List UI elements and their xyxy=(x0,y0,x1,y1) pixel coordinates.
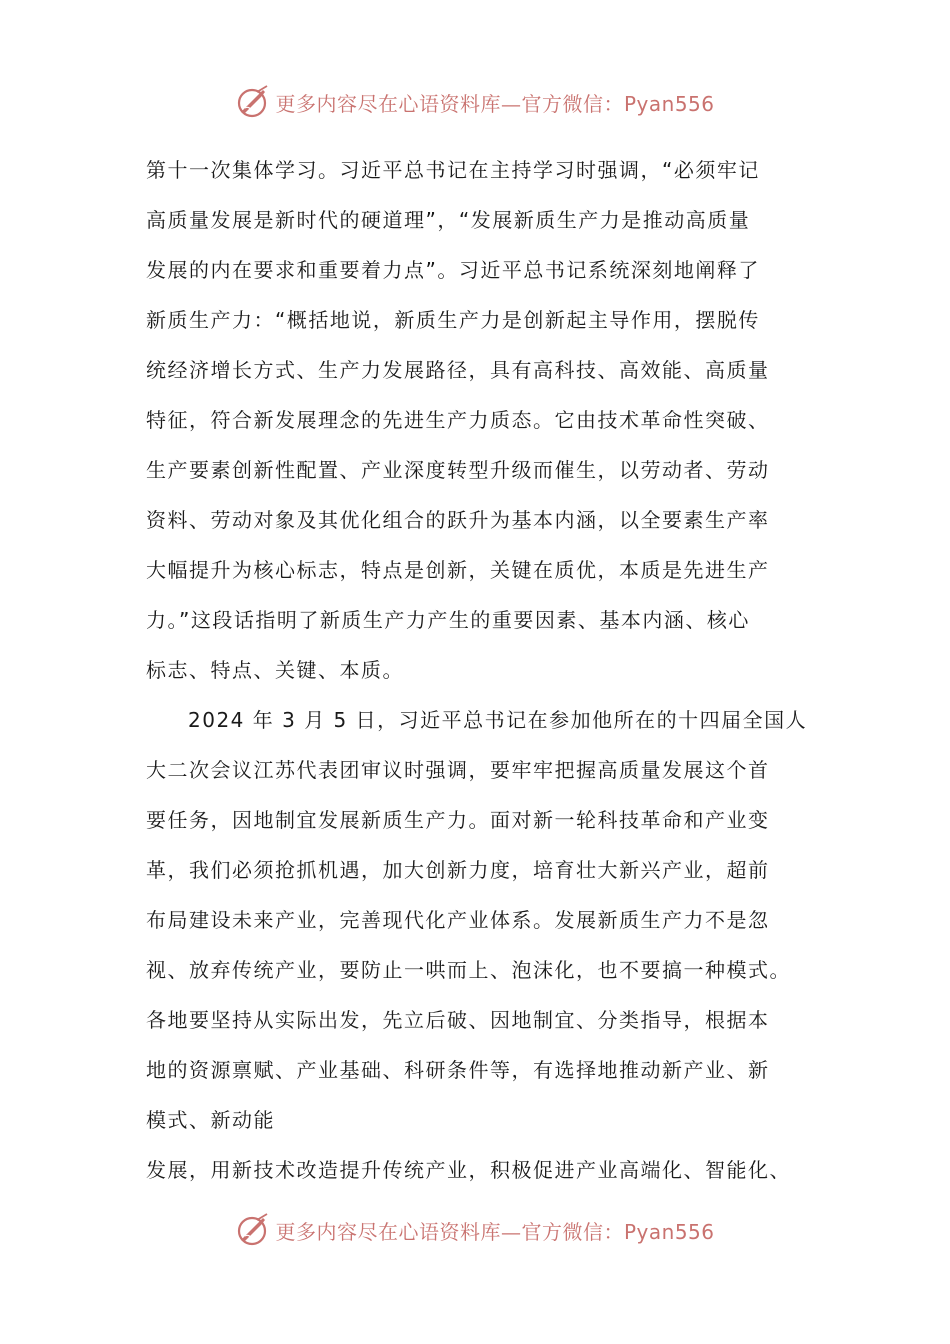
paragraph xyxy=(146,145,822,695)
text-line: 2024 年 3 月 5 日，习近平总书记在参加他所在的十四届全国人 xyxy=(188,708,808,732)
text-line: 布局建设未来产业，完善现代化产业体系。发展新质生产力不是忽 xyxy=(146,908,770,932)
text-line: 大二次会议江苏代表团审议时强调，要牢牢把握高质量发展这个首 xyxy=(146,758,770,782)
text-line: 发展，用新技术改造提升传统产业，积极促进产业高端化、智能化、 xyxy=(146,1158,791,1182)
paragraph xyxy=(146,1145,822,1195)
text-line: 各地要坚持从实际出发，先立后破、因地制宜、分类指导，根据本 xyxy=(146,1008,770,1032)
text-line: 地的资源禀赋、产业基础、科研条件等，有选择地推动新产业、新 xyxy=(146,1058,770,1082)
watermark-site-text: 更多内容尽在心语资料库—官方微信： xyxy=(275,1219,624,1244)
watermark-text xyxy=(275,88,714,117)
text-line: 第十一次集体学习。习近平总书记在主持学习时强调，“必须牢记 xyxy=(146,158,760,182)
watermark-header xyxy=(0,82,950,122)
brush-logo-icon xyxy=(235,1212,271,1248)
watermark-text xyxy=(275,1216,714,1245)
watermark-handle: Pyan556 xyxy=(623,1219,715,1244)
text-line: 要任务，因地制宜发展新质生产力。面对新一轮科技革命和产业变 xyxy=(146,808,770,832)
text-line: 力。”这段话指明了新质生产力产生的重要因素、基本内涵、核心 xyxy=(146,608,750,632)
brush-logo-icon xyxy=(235,84,271,120)
text-line: 革，我们必须抢抓机遇，加大创新力度，培育壮大新兴产业，超前 xyxy=(146,858,770,882)
text-line: 模式、新动能 xyxy=(146,1108,275,1132)
watermark-handle: Pyan556 xyxy=(623,91,715,116)
text-line: 大幅提升为核心标志，特点是创新，关键在质优，本质是先进生产 xyxy=(146,558,770,582)
text-line: 资料、劳动对象及其优化组合的跃升为基本内涵，以全要素生产率 xyxy=(146,508,770,532)
text-line: 特征，符合新发展理念的先进生产力质态。它由技术革命性突破、 xyxy=(146,408,770,432)
watermark-site-text: 更多内容尽在心语资料库—官方微信： xyxy=(275,91,624,116)
text-line: 统经济增长方式、生产力发展路径，具有高科技、高效能、高质量 xyxy=(146,358,770,382)
paragraph xyxy=(146,695,822,1145)
text-line: 生产要素创新性配置、产业深度转型升级而催生，以劳动者、劳动 xyxy=(146,458,770,482)
text-line: 标志、特点、关键、本质。 xyxy=(146,658,404,682)
text-line: 高质量发展是新时代的硬道理”，“发展新质生产力是推动高质量 xyxy=(146,208,751,232)
text-line: 视、放弃传统产业，要防止一哄而上、泡沫化，也不要搞一种模式。 xyxy=(146,958,791,982)
watermark-footer xyxy=(0,1210,950,1250)
document-body xyxy=(146,145,822,1195)
text-line: 发展的内在要求和重要着力点”。习近平总书记系统深刻地阐释了 xyxy=(146,258,760,282)
text-line: 新质生产力：“概括地说，新质生产力是创新起主导作用，摆脱传 xyxy=(146,308,760,332)
